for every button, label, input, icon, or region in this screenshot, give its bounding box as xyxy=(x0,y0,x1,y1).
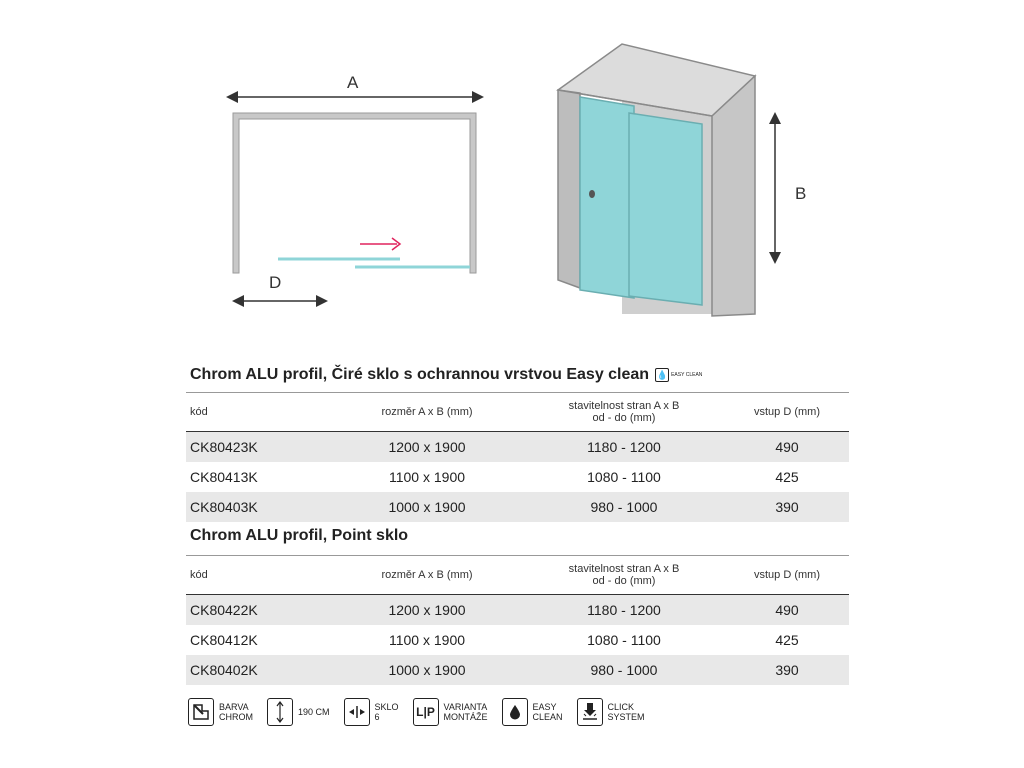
easy-clean-badge-text: EASY CLEAN xyxy=(671,371,703,378)
table-header-row xyxy=(186,393,849,432)
table-row xyxy=(186,492,849,522)
feature-icons-row xyxy=(188,695,645,729)
feature-click-system xyxy=(577,698,645,726)
feature-glass xyxy=(344,698,399,726)
cell-code: CK80423K xyxy=(186,432,331,463)
section-title-point xyxy=(190,527,408,545)
section-title-text: Chrom ALU profil, Čiré sklo s ochrannou vrstvou Easy clean xyxy=(190,366,650,383)
floor-plan-walls xyxy=(233,113,476,273)
header-code: kód xyxy=(186,393,331,432)
table-row xyxy=(186,432,849,463)
dimension-d-label: D xyxy=(269,273,282,292)
spec-table-easy-clean xyxy=(186,392,849,522)
cell-entry: 490 xyxy=(725,432,849,463)
floor-plan xyxy=(232,73,478,301)
header-size: rozměr A x B (mm) xyxy=(331,393,523,432)
cell-entry: 390 xyxy=(725,655,849,685)
section-title-text: Chrom ALU profil, Point sklo xyxy=(190,527,409,544)
water-drop-icon: 💧 xyxy=(655,368,669,382)
dimension-a-label: A xyxy=(347,73,359,92)
cell-adjust: 1080 - 1100 xyxy=(587,469,661,485)
feature-glass-label: SKLO xyxy=(374,702,399,712)
glass-thickness-icon xyxy=(344,698,370,726)
cell-adjust: 1180 - 1200 xyxy=(523,595,725,626)
cell-entry: 390 xyxy=(725,492,849,522)
feature-mounting-label: VARIANTA xyxy=(443,702,488,712)
cell-code: CK80422K xyxy=(186,595,331,626)
header-adjust: stavitelnost stran A x B od - do (mm) xyxy=(523,556,725,595)
cell-adjust: 1180 - 1200 xyxy=(523,432,725,463)
table-header-row xyxy=(186,556,849,595)
cell-adjust: 980 - 1000 xyxy=(523,655,725,685)
mounting-variant-icon: L|P xyxy=(413,698,439,726)
feature-easy-clean-value: CLEAN xyxy=(532,712,563,722)
cell-size: 1200 x 1900 xyxy=(331,595,523,626)
table-row xyxy=(186,625,849,655)
feature-click-value: SYSTEM xyxy=(607,712,645,722)
cell-code: CK80402K xyxy=(186,655,331,685)
cell-size: 1100 x 1900 xyxy=(388,632,466,648)
cell-entry: 490 xyxy=(725,595,849,626)
right-wall xyxy=(712,76,755,316)
dimension-b-label: B xyxy=(795,184,807,203)
table-row xyxy=(186,595,849,626)
color-swatch-icon xyxy=(188,698,214,726)
table-row xyxy=(186,462,849,492)
header-size: rozměr A x B (mm) xyxy=(331,556,523,595)
feature-mounting-value: MONTÁŽE xyxy=(443,712,488,722)
cell-code: CK80403K xyxy=(186,492,331,522)
table-row xyxy=(186,655,849,685)
cell-entry: 425 xyxy=(775,469,799,485)
feature-height xyxy=(267,698,330,726)
shower-door-diagram xyxy=(0,0,1024,340)
easy-clean-badge xyxy=(655,368,703,382)
feature-easy-clean xyxy=(502,698,563,726)
header-adjust: stavitelnost stran A x B od - do (mm) xyxy=(523,393,725,432)
cell-adjust: 1080 - 1100 xyxy=(587,632,661,648)
header-entry: vstup D (mm) xyxy=(725,556,849,595)
header-entry: vstup D (mm) xyxy=(725,393,849,432)
click-system-icon xyxy=(577,698,603,726)
cell-size: 1000 x 1900 xyxy=(331,655,523,685)
cell-size: 1000 x 1900 xyxy=(331,492,523,522)
feature-height-label: 190 CM xyxy=(298,707,330,717)
door-handle xyxy=(589,190,595,198)
height-icon xyxy=(267,698,293,726)
feature-click-label: CLICK xyxy=(607,702,635,712)
section-title-easy-clean xyxy=(190,366,703,384)
cell-adjust: 980 - 1000 xyxy=(523,492,725,522)
spec-table-point xyxy=(186,555,849,685)
cell-size: 1100 x 1900 xyxy=(388,469,466,485)
left-wall xyxy=(558,90,580,288)
cell-code: CK80413K xyxy=(190,469,258,485)
sliding-door-panel xyxy=(580,97,634,298)
feature-easy-clean-label: EASY xyxy=(532,702,557,712)
water-drop-icon xyxy=(502,698,528,726)
cell-entry: 425 xyxy=(775,632,799,648)
cell-size: 1200 x 1900 xyxy=(331,432,523,463)
feature-mounting xyxy=(413,698,488,726)
cell-code: CK80412K xyxy=(190,632,258,648)
feature-glass-value: 6 xyxy=(374,712,380,722)
feature-color-label: BARVA xyxy=(219,702,249,712)
feature-color-value: CHROM xyxy=(219,712,253,722)
header-code: kód xyxy=(186,556,331,595)
fixed-glass-panel-3d xyxy=(629,113,702,305)
perspective-view xyxy=(558,44,806,316)
feature-color xyxy=(188,698,253,726)
